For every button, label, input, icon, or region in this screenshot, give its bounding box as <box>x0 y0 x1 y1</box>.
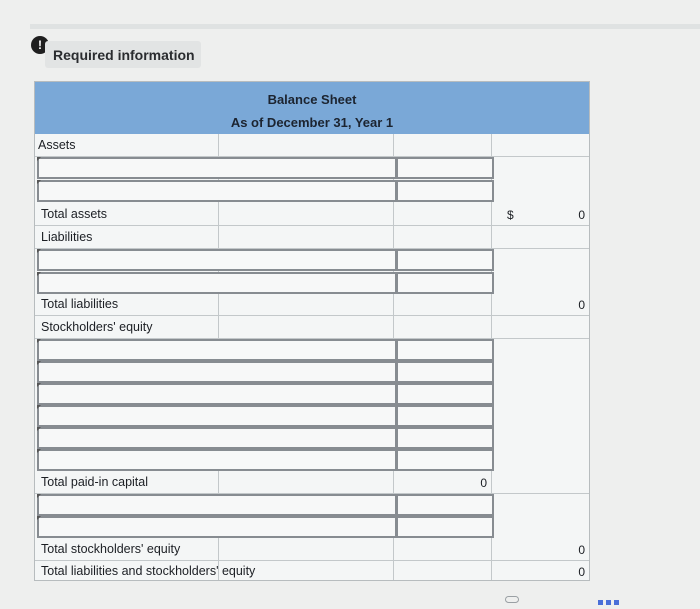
equity-amount-input[interactable] <box>396 339 494 361</box>
equity-amount-input[interactable] <box>396 361 494 383</box>
total-liabilities-and-equity-value: 0 <box>578 565 585 579</box>
dropdown-caret-icon <box>37 339 41 343</box>
stockholders-equity-row <box>35 316 589 339</box>
assets-row <box>35 134 589 157</box>
equity-amount-input[interactable] <box>396 427 494 449</box>
equity-account-dropdown[interactable] <box>37 516 397 538</box>
asset-account-dropdown[interactable] <box>37 157 397 179</box>
equity-amount-input[interactable] <box>396 383 494 405</box>
dropdown-caret-icon <box>37 449 41 453</box>
equity-entry-row-2 <box>37 361 587 381</box>
required-information-label: Required information <box>53 47 195 63</box>
equity-account-dropdown[interactable] <box>37 361 397 383</box>
total-assets-row <box>35 203 589 226</box>
asset-amount-input[interactable] <box>396 157 494 179</box>
dropdown-caret-icon <box>37 180 41 184</box>
total-stockholders-equity-value: 0 <box>578 543 585 557</box>
link-icon[interactable] <box>505 596 519 603</box>
dropdown-caret-icon <box>37 361 41 365</box>
equity-account-dropdown[interactable] <box>37 427 397 449</box>
liabilities-row <box>35 226 589 249</box>
equity-account-dropdown[interactable] <box>37 405 397 427</box>
total-paid-in-capital-value: 0 <box>480 476 487 490</box>
asset-account-dropdown[interactable] <box>37 180 397 202</box>
required-information-tab[interactable] <box>45 41 201 68</box>
dropdown-caret-icon <box>37 405 41 409</box>
total-paid-in-capital-label: Total paid-in capital <box>41 475 149 489</box>
dropdown-caret-icon <box>37 383 41 387</box>
top-divider <box>30 24 700 29</box>
liability-entry-row-2 <box>37 272 587 292</box>
liability-account-dropdown[interactable] <box>37 272 397 294</box>
equity-entry-row-3 <box>37 383 587 403</box>
total-liabilities-label: Total liabilities <box>41 297 119 311</box>
asset-entry-row-1 <box>37 157 587 177</box>
balance-sheet-header <box>35 82 589 134</box>
currency-symbol: $ <box>507 208 514 222</box>
equity-entry-row-1 <box>37 339 587 359</box>
total-liabilities-and-equity-row <box>35 560 589 582</box>
equity-entry-row-8 <box>37 516 587 536</box>
dropdown-caret-icon <box>37 516 41 520</box>
equity-account-dropdown[interactable] <box>37 494 397 516</box>
asset-amount-input[interactable] <box>396 180 494 202</box>
equity-amount-input[interactable] <box>396 449 494 471</box>
liability-amount-input[interactable] <box>396 249 494 271</box>
dropdown-caret-icon <box>37 157 41 161</box>
balance-sheet-date: As of December 31, Year 1 <box>230 115 394 130</box>
equity-account-dropdown[interactable] <box>37 339 397 361</box>
total-assets-value: 0 <box>578 208 585 222</box>
liability-amount-input[interactable] <box>396 272 494 294</box>
equity-amount-input[interactable] <box>396 516 494 538</box>
assets-label: Assets <box>38 138 76 152</box>
equity-amount-input[interactable] <box>396 494 494 516</box>
total-liabilities-value: 0 <box>578 298 585 312</box>
total-paid-in-capital-row <box>35 471 589 494</box>
dropdown-caret-icon <box>37 272 41 276</box>
dropdown-caret-icon <box>37 249 41 253</box>
total-liabilities-and-equity-label: Total liabilities and stockholders' equity <box>41 564 256 578</box>
dropdown-caret-icon <box>37 494 41 498</box>
total-liabilities-row <box>35 293 589 316</box>
more-options-icon[interactable] <box>598 600 622 605</box>
liability-entry-row-1 <box>37 249 587 269</box>
total-stockholders-equity-row <box>35 538 589 561</box>
liabilities-label: Liabilities <box>41 230 93 244</box>
equity-entry-row-6 <box>37 449 587 469</box>
alert-icon: ! <box>31 36 49 54</box>
equity-entry-row-7 <box>37 494 587 514</box>
total-stockholders-equity-label: Total stockholders' equity <box>41 542 181 556</box>
balance-sheet-title: Balance Sheet <box>267 92 357 107</box>
equity-account-dropdown[interactable] <box>37 449 397 471</box>
liability-account-dropdown[interactable] <box>37 249 397 271</box>
dropdown-caret-icon <box>37 427 41 431</box>
asset-entry-row-2 <box>37 180 587 200</box>
equity-amount-input[interactable] <box>396 405 494 427</box>
equity-account-dropdown[interactable] <box>37 383 397 405</box>
equity-entry-row-5 <box>37 427 587 447</box>
stockholders-equity-label: Stockholders' equity <box>41 320 153 334</box>
total-assets-label: Total assets <box>41 207 108 221</box>
equity-entry-row-4 <box>37 405 587 425</box>
balance-sheet-table <box>34 81 590 581</box>
